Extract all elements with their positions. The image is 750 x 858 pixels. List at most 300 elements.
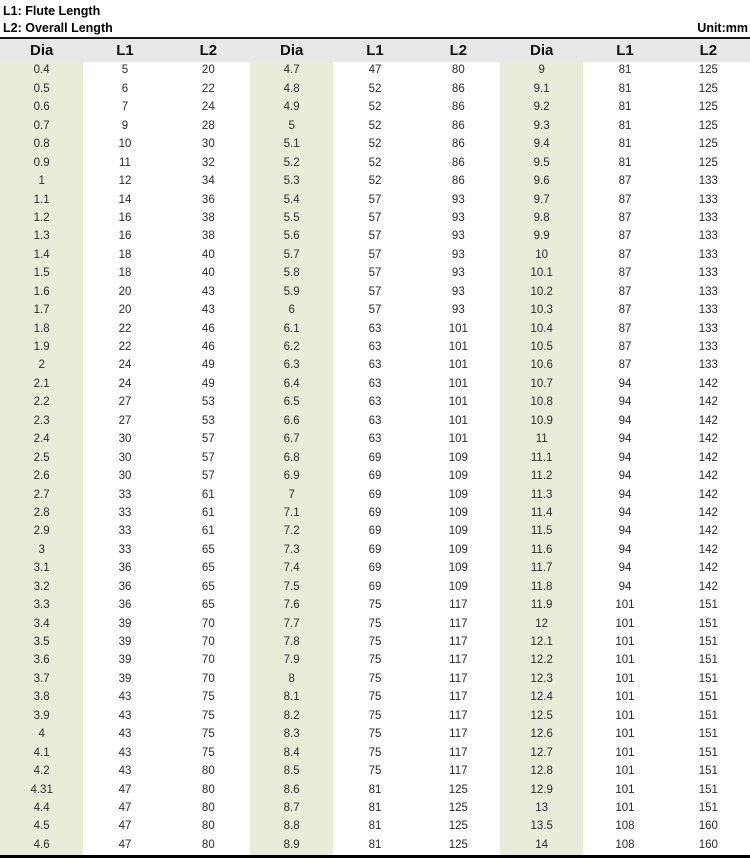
cell-dia: 8.3: [250, 726, 333, 744]
cell-dia: 0.4: [0, 62, 83, 80]
cell-dia: 10.9: [500, 412, 583, 430]
cell-dia: 1.4: [0, 246, 83, 264]
cell-l1: 69: [368, 451, 382, 464]
cell-dia: 9.6: [500, 173, 583, 191]
cell-l2: 142: [698, 451, 718, 464]
cell-dia: 3.8: [0, 689, 83, 707]
cell-l1: 12: [118, 175, 132, 188]
cell-l1: 69: [368, 488, 382, 501]
cell-dia: 11.1: [500, 449, 583, 467]
cell-dia: 11.2: [500, 468, 583, 486]
cell-l1: 33: [118, 506, 132, 519]
cell-l1: 16: [118, 211, 132, 224]
cell-l2: 117: [449, 765, 468, 778]
cell-l1: 63: [368, 433, 382, 446]
table-row: [0, 265, 750, 283]
cell-l1: 87: [618, 211, 632, 224]
cell-dia: 2: [0, 357, 83, 375]
cell-dia: 6.2: [250, 339, 333, 357]
cell-dia: 3.4: [0, 615, 83, 633]
cell-l2: 38: [201, 211, 215, 224]
table-body: [0, 62, 750, 855]
table-row: [0, 449, 750, 467]
cell-dia: 0.8: [0, 136, 83, 154]
cell-l2: 142: [698, 562, 718, 575]
cell-l1: 94: [618, 488, 632, 501]
cell-l2: 117: [449, 746, 468, 759]
cell-l1: 39: [118, 636, 132, 649]
cell-l1: 94: [618, 433, 632, 446]
cell-l1: 14: [118, 193, 132, 206]
table-row: [0, 80, 750, 98]
cell-l1: 94: [618, 470, 632, 483]
cell-l2: 65: [201, 543, 215, 556]
cell-l2: 93: [451, 285, 465, 298]
cell-l1: 20: [118, 285, 132, 298]
cell-l1: 63: [368, 414, 382, 427]
cell-l1: 94: [618, 562, 632, 575]
cell-l2: 133: [698, 341, 718, 354]
cell-l1: 94: [618, 580, 632, 593]
table-row: [0, 154, 750, 172]
table-row: [0, 117, 750, 135]
cell-l1: 94: [618, 451, 632, 464]
cell-dia: 12.9: [500, 781, 583, 799]
cell-l1: 63: [368, 341, 382, 354]
cell-l1: 69: [368, 562, 382, 575]
cell-l2: 32: [201, 156, 215, 169]
cell-l1: 75: [368, 636, 382, 649]
cell-dia: 3.2: [0, 578, 83, 596]
table-row: [0, 615, 750, 633]
cell-l2: 93: [451, 193, 465, 206]
cell-l2: 133: [698, 193, 718, 206]
cell-dia: 7: [250, 486, 333, 504]
cell-dia: 6.1: [250, 320, 333, 338]
cell-l2: 93: [451, 304, 465, 317]
cell-dia: 5.3: [250, 173, 333, 191]
cell-l2: 36: [201, 193, 215, 206]
cell-l1: 108: [615, 820, 635, 833]
cell-dia: 5.9: [250, 283, 333, 301]
cell-dia: 3.6: [0, 652, 83, 670]
cell-l2: 101: [448, 322, 468, 335]
drill-dimension-table: [0, 37, 750, 858]
cell-l1: 87: [618, 322, 632, 335]
cell-l1: 43: [118, 691, 132, 704]
cell-dia: 11.6: [500, 541, 583, 559]
cell-dia: 6.3: [250, 357, 333, 375]
cell-l1: 81: [618, 64, 632, 77]
table-row: [0, 320, 750, 338]
cell-l2: 80: [451, 64, 465, 77]
cell-l1: 10: [118, 138, 132, 151]
cell-l1: 52: [368, 175, 382, 188]
cell-dia: 0.6: [0, 99, 83, 117]
cell-l1: 81: [368, 783, 382, 796]
cell-dia: 9.1: [500, 80, 583, 98]
cell-l1: 57: [368, 267, 382, 280]
table-header-row: [0, 39, 750, 62]
table-row: [0, 394, 750, 412]
cell-l2: 75: [201, 691, 215, 704]
cell-l2: 109: [448, 451, 468, 464]
cell-l1: 94: [618, 377, 632, 390]
cell-dia: 6.5: [250, 394, 333, 412]
cell-l1: 69: [368, 580, 382, 593]
cell-l2: 151: [698, 691, 718, 704]
cell-dia: 8: [250, 670, 333, 688]
cell-dia: 8.1: [250, 689, 333, 707]
cell-dia: 5: [250, 117, 333, 135]
cell-dia: 11.8: [500, 578, 583, 596]
cell-l1: 75: [368, 709, 382, 722]
cell-l2: 109: [448, 506, 468, 519]
cell-l2: 142: [698, 488, 718, 501]
cell-l2: 125: [698, 82, 718, 95]
cell-l1: 101: [615, 801, 635, 814]
table-row: [0, 707, 750, 725]
table-row: [0, 486, 750, 504]
cell-l1: 94: [618, 414, 632, 427]
cell-dia: 14: [500, 836, 583, 854]
cell-l1: 75: [368, 691, 382, 704]
cell-dia: 4.9: [250, 99, 333, 117]
cell-l2: 70: [201, 654, 215, 667]
cell-l1: 69: [368, 470, 382, 483]
cell-l1: 43: [118, 728, 132, 741]
cell-l1: 81: [618, 82, 632, 95]
cell-dia: 13: [500, 800, 583, 818]
cell-dia: 2.5: [0, 449, 83, 467]
cell-l2: 86: [451, 101, 465, 114]
cell-dia: 3.5: [0, 634, 83, 652]
cell-l1: 87: [618, 341, 632, 354]
column-header-l1-1: L1: [116, 42, 134, 59]
table-row: [0, 634, 750, 652]
cell-l1: 57: [368, 211, 382, 224]
cell-l1: 52: [368, 119, 382, 132]
table-row: [0, 228, 750, 246]
cell-dia: 8.4: [250, 744, 333, 762]
cell-dia: 10.4: [500, 320, 583, 338]
cell-dia: 10.6: [500, 357, 583, 375]
cell-l2: 22: [201, 82, 215, 95]
cell-l1: 69: [368, 525, 382, 538]
cell-dia: 10.5: [500, 339, 583, 357]
cell-l2: 125: [698, 119, 718, 132]
cell-l1: 81: [618, 101, 632, 114]
cell-dia: 7.5: [250, 578, 333, 596]
cell-l1: 87: [618, 267, 632, 280]
cell-l2: 70: [201, 672, 215, 685]
cell-l1: 101: [615, 709, 635, 722]
column-header-l2-3: L2: [699, 42, 718, 59]
cell-l2: 125: [698, 101, 718, 114]
cell-dia: 1.1: [0, 191, 83, 209]
cell-l2: 117: [449, 599, 468, 612]
cell-l1: 57: [368, 285, 382, 298]
cell-l2: 101: [448, 377, 468, 390]
note-l2-overall-length: L2: Overall Length: [3, 21, 113, 35]
cell-l2: 133: [698, 304, 718, 317]
table-row: [0, 763, 750, 781]
cell-l2: 151: [698, 783, 718, 796]
cell-l1: 36: [118, 562, 132, 575]
cell-dia: 1.3: [0, 228, 83, 246]
cell-dia: 12.4: [500, 689, 583, 707]
cell-dia: 5.5: [250, 210, 333, 228]
cell-l1: 101: [615, 783, 635, 796]
cell-dia: 4.1: [0, 744, 83, 762]
cell-l1: 43: [118, 709, 132, 722]
table-row: [0, 744, 750, 762]
cell-l1: 7: [121, 101, 129, 114]
cell-dia: 4.31: [0, 781, 83, 799]
cell-dia: 10.7: [500, 375, 583, 393]
table-row: [0, 191, 750, 209]
cell-dia: 8.9: [250, 836, 333, 854]
cell-l2: 109: [448, 562, 468, 575]
cell-l2: 28: [201, 119, 215, 132]
cell-dia: 1.8: [0, 320, 83, 338]
cell-dia: 6.8: [250, 449, 333, 467]
cell-l1: 94: [618, 543, 632, 556]
table-row: [0, 136, 750, 154]
cell-l2: 61: [201, 488, 215, 501]
cell-dia: 8.6: [250, 781, 333, 799]
cell-l1: 27: [118, 414, 132, 427]
cell-l1: 47: [118, 820, 132, 833]
cell-l1: 57: [368, 304, 382, 317]
cell-dia: 3.7: [0, 670, 83, 688]
note-l1-flute-length: L1: Flute Length: [3, 4, 101, 18]
cell-l1: 18: [118, 248, 132, 261]
column-header-l1-3: L1: [616, 42, 634, 59]
cell-l2: 133: [698, 211, 718, 224]
cell-l2: 142: [698, 580, 718, 593]
cell-l2: 93: [451, 230, 465, 243]
cell-dia: 2.2: [0, 394, 83, 412]
cell-dia: 8.2: [250, 707, 333, 725]
cell-dia: 4.4: [0, 800, 83, 818]
column-header-l2-1: L2: [199, 42, 218, 59]
cell-l2: 46: [201, 341, 215, 354]
column-header-dia-2: Dia: [279, 42, 304, 59]
cell-dia: 1.5: [0, 265, 83, 283]
cell-l2: 125: [448, 801, 468, 814]
cell-dia: 12.3: [500, 670, 583, 688]
cell-l1: 11: [119, 156, 131, 169]
cell-l2: 43: [201, 285, 215, 298]
cell-l1: 81: [618, 119, 632, 132]
cell-l1: 101: [615, 691, 635, 704]
cell-l1: 87: [618, 359, 632, 372]
cell-l1: 69: [368, 506, 382, 519]
cell-l2: 65: [201, 599, 215, 612]
cell-l1: 43: [118, 746, 132, 759]
cell-l1: 47: [368, 64, 382, 77]
cell-dia: 7.2: [250, 523, 333, 541]
cell-dia: 4: [0, 726, 83, 744]
cell-dia: 13.5: [500, 818, 583, 836]
cell-l1: 63: [368, 322, 382, 335]
cell-l2: 40: [201, 248, 215, 261]
cell-l1: 101: [615, 617, 635, 630]
cell-l2: 125: [448, 820, 468, 833]
table-row: [0, 302, 750, 320]
table-row: [0, 431, 750, 449]
cell-l2: 151: [698, 636, 718, 649]
cell-dia: 11.4: [500, 505, 583, 523]
cell-l1: 18: [118, 267, 132, 280]
cell-l2: 86: [451, 119, 465, 132]
cell-l1: 30: [118, 451, 132, 464]
cell-dia: 9.7: [500, 191, 583, 209]
table-row: [0, 560, 750, 578]
cell-dia: 12.5: [500, 707, 583, 725]
cell-l2: 142: [698, 414, 718, 427]
cell-l2: 75: [201, 709, 215, 722]
cell-l1: 30: [118, 433, 132, 446]
cell-l1: 9: [121, 119, 129, 132]
cell-dia: 5.6: [250, 228, 333, 246]
cell-dia: 5.2: [250, 154, 333, 172]
cell-l1: 63: [368, 359, 382, 372]
cell-l1: 87: [618, 230, 632, 243]
cell-l1: 39: [118, 672, 132, 685]
cell-dia: 8.8: [250, 818, 333, 836]
cell-dia: 11.3: [500, 486, 583, 504]
cell-l2: 133: [698, 248, 718, 261]
cell-l2: 142: [698, 506, 718, 519]
cell-l2: 93: [451, 211, 465, 224]
cell-dia: 9.2: [500, 99, 583, 117]
cell-l2: 125: [698, 64, 718, 77]
cell-l2: 34: [201, 175, 215, 188]
cell-l2: 117: [449, 672, 468, 685]
cell-l2: 101: [448, 414, 468, 427]
cell-l2: 160: [698, 820, 718, 833]
cell-dia: 9: [500, 62, 583, 80]
cell-l1: 63: [368, 377, 382, 390]
table-row: [0, 283, 750, 301]
cell-l2: 117: [449, 617, 468, 630]
cell-l2: 151: [698, 654, 718, 667]
cell-l2: 160: [698, 838, 718, 851]
cell-l1: 52: [368, 101, 382, 114]
cell-l2: 86: [451, 138, 465, 151]
cell-l2: 151: [698, 765, 718, 778]
cell-dia: 7.3: [250, 541, 333, 559]
table-row: [0, 62, 750, 80]
cell-l2: 117: [449, 654, 468, 667]
cell-l1: 52: [368, 82, 382, 95]
cell-l2: 151: [698, 709, 718, 722]
cell-l1: 108: [615, 838, 635, 851]
cell-dia: 9.5: [500, 154, 583, 172]
cell-l1: 81: [368, 801, 382, 814]
table-row: [0, 99, 750, 117]
table-row: [0, 689, 750, 707]
cell-l2: 101: [448, 341, 468, 354]
cell-l2: 142: [698, 543, 718, 556]
cell-dia: 12.6: [500, 726, 583, 744]
table-row: [0, 210, 750, 228]
cell-dia: 7.9: [250, 652, 333, 670]
cell-l1: 33: [118, 543, 132, 556]
cell-l1: 33: [118, 488, 132, 501]
cell-dia: 4.8: [250, 80, 333, 98]
cell-l2: 117: [449, 636, 468, 649]
cell-dia: 2.1: [0, 375, 83, 393]
cell-l1: 101: [615, 728, 635, 741]
cell-dia: 7.6: [250, 597, 333, 615]
cell-l2: 133: [698, 175, 718, 188]
cell-l2: 117: [449, 728, 468, 741]
cell-l1: 57: [368, 230, 382, 243]
cell-l2: 133: [698, 267, 718, 280]
cell-l1: 16: [118, 230, 132, 243]
column-header-dia-1: Dia: [29, 42, 54, 59]
cell-l2: 109: [448, 580, 468, 593]
cell-l1: 75: [368, 654, 382, 667]
cell-l1: 39: [118, 654, 132, 667]
cell-l2: 65: [201, 580, 215, 593]
cell-l1: 81: [618, 138, 632, 151]
cell-dia: 10.8: [500, 394, 583, 412]
table-row: [0, 541, 750, 559]
cell-l1: 101: [615, 672, 635, 685]
cell-dia: 0.7: [0, 117, 83, 135]
cell-l1: 94: [618, 525, 632, 538]
cell-l1: 87: [618, 175, 632, 188]
cell-l1: 75: [368, 746, 382, 759]
cell-l2: 49: [201, 359, 215, 372]
cell-dia: 10.2: [500, 283, 583, 301]
cell-l2: 49: [201, 377, 215, 390]
cell-l2: 80: [201, 783, 215, 796]
cell-dia: 2.9: [0, 523, 83, 541]
cell-l2: 80: [201, 801, 215, 814]
cell-l1: 101: [615, 765, 635, 778]
cell-l1: 87: [618, 248, 632, 261]
cell-l2: 151: [698, 728, 718, 741]
cell-l2: 57: [201, 451, 215, 464]
cell-dia: 1.2: [0, 210, 83, 228]
cell-dia: 10.1: [500, 265, 583, 283]
table-row: [0, 412, 750, 430]
cell-dia: 10: [500, 246, 583, 264]
cell-l2: 142: [698, 377, 718, 390]
cell-l2: 70: [201, 617, 215, 630]
cell-l2: 142: [698, 470, 718, 483]
cell-dia: 8.5: [250, 763, 333, 781]
cell-dia: 4.5: [0, 818, 83, 836]
cell-dia: 10.3: [500, 302, 583, 320]
cell-l2: 101: [448, 359, 468, 372]
cell-l2: 86: [451, 175, 465, 188]
table-row: [0, 652, 750, 670]
cell-l2: 151: [698, 617, 718, 630]
cell-dia: 7.7: [250, 615, 333, 633]
cell-dia: 6.7: [250, 431, 333, 449]
cell-l2: 93: [451, 267, 465, 280]
cell-l1: 75: [368, 672, 382, 685]
cell-l2: 80: [201, 765, 215, 778]
cell-l1: 75: [368, 728, 382, 741]
cell-l1: 47: [118, 783, 132, 796]
